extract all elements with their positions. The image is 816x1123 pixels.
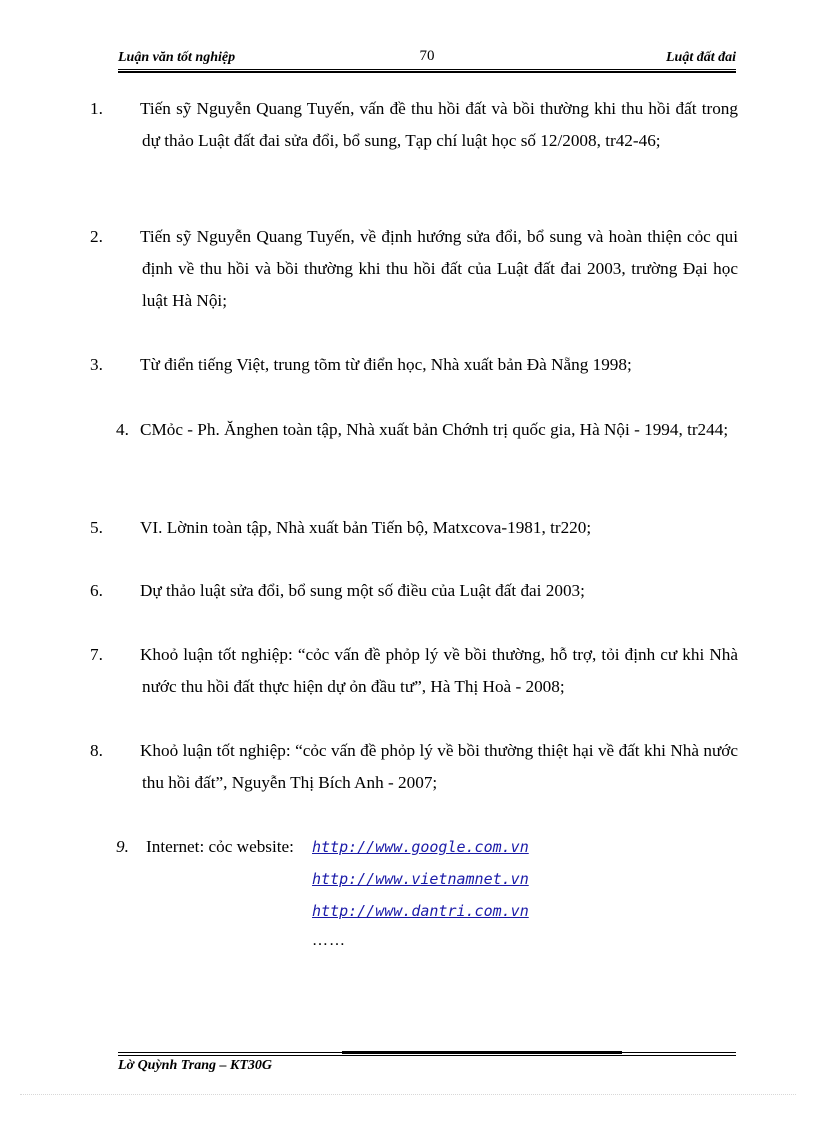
ellipsis: …… (312, 932, 346, 949)
reference-text: Tiến sỹ Nguyễn Quang Tuyến, về định hướng sửa đổi, bổ sung và hoàn thiện cỏc qui định về thu hồi và bồi thường khi thu hồi đất của Luật đất đai 2003, trường Đại học luật Hà Nội; (140, 227, 738, 310)
reference-text: Internet: cỏc website: (146, 837, 294, 856)
reference-item-4 (116, 414, 738, 446)
website-list (312, 831, 529, 959)
header-rule-thick (118, 71, 736, 73)
header-rule (118, 69, 736, 70)
reference-text: Dự thảo luật sửa đổi, bổ sung một số điều của Luật đất đai 2003; (140, 581, 585, 600)
reference-item-2 (90, 221, 738, 317)
reference-item-3 (90, 349, 738, 381)
page-edge-divider (20, 1094, 796, 1095)
reference-number: 3. (90, 355, 103, 374)
reference-item-9 (116, 831, 738, 949)
website-link-vietnamnet[interactable]: http://www.vietnamnet.vn (312, 870, 529, 888)
reference-text: Tiến sỹ Nguyễn Quang Tuyến, vấn đề thu hồi đất và bồi thường khi thu hồi đất trong dự thảo Luật đất đai sửa đổi, bổ sung, Tạp chí luật học số 12/2008, tr42-46; (140, 99, 738, 150)
reference-number: 5. (90, 518, 103, 537)
reference-item-7 (90, 639, 738, 703)
reference-item-5 (90, 512, 738, 544)
website-link-google[interactable]: http://www.google.com.vn (312, 838, 529, 856)
reference-text: Từ điển tiếng Việt, trung tõm từ điển học, Nhà xuất bản Đà Nẵng 1998; (140, 355, 632, 374)
header-thesis-label: Luận văn tốt nghiệp (118, 50, 236, 65)
reference-number: 9. (116, 837, 129, 856)
website-link-dantri[interactable]: http://www.dantri.com.vn (312, 902, 529, 920)
reference-text: Khoỏ luận tốt nghiệp: “cỏc vấn đề phỏp lý về bồi thường thiệt hại về đất khi Nhà nước thu hồi đất”, Nguyễn Thị Bích Anh - 2007; (140, 741, 738, 792)
footer-rule-double (118, 1055, 736, 1056)
page-number: 70 (419, 48, 435, 64)
reference-number: 1. (90, 99, 103, 118)
reference-item-8 (90, 735, 738, 799)
reference-text: CMỏc - Ph. Ănghen toàn tập, Nhà xuất bản Chớnh trị quốc gia, Hà Nội - 1994, tr244; (140, 420, 729, 439)
reference-item-1 (90, 93, 738, 157)
reference-item-6 (90, 575, 738, 607)
reference-text: VI. Lờnin toàn tập, Nhà xuất bản Tiến bộ, Matxcova-1981, tr220; (140, 518, 592, 537)
reference-number: 4. (116, 420, 129, 439)
page-header (118, 48, 736, 70)
reference-number: 6. (90, 581, 103, 600)
footer-author: Lờ Quỳnh Trang – KT30G (118, 1058, 273, 1073)
reference-number: 2. (90, 227, 103, 246)
reference-number: 8. (90, 741, 103, 760)
reference-text: Khoỏ luận tốt nghiệp: “cỏc vấn đề phỏp lý về bồi thường, hỗ trợ, tỏi định cư khi Nhà nước thu hồi đất thực hiện dự ỏn đầu tư”, Hà Thị Hoà - 2008; (140, 645, 738, 696)
footer-rule (118, 1052, 736, 1053)
header-subject-label: Luật đất đai (665, 50, 736, 65)
reference-number: 7. (90, 645, 103, 664)
